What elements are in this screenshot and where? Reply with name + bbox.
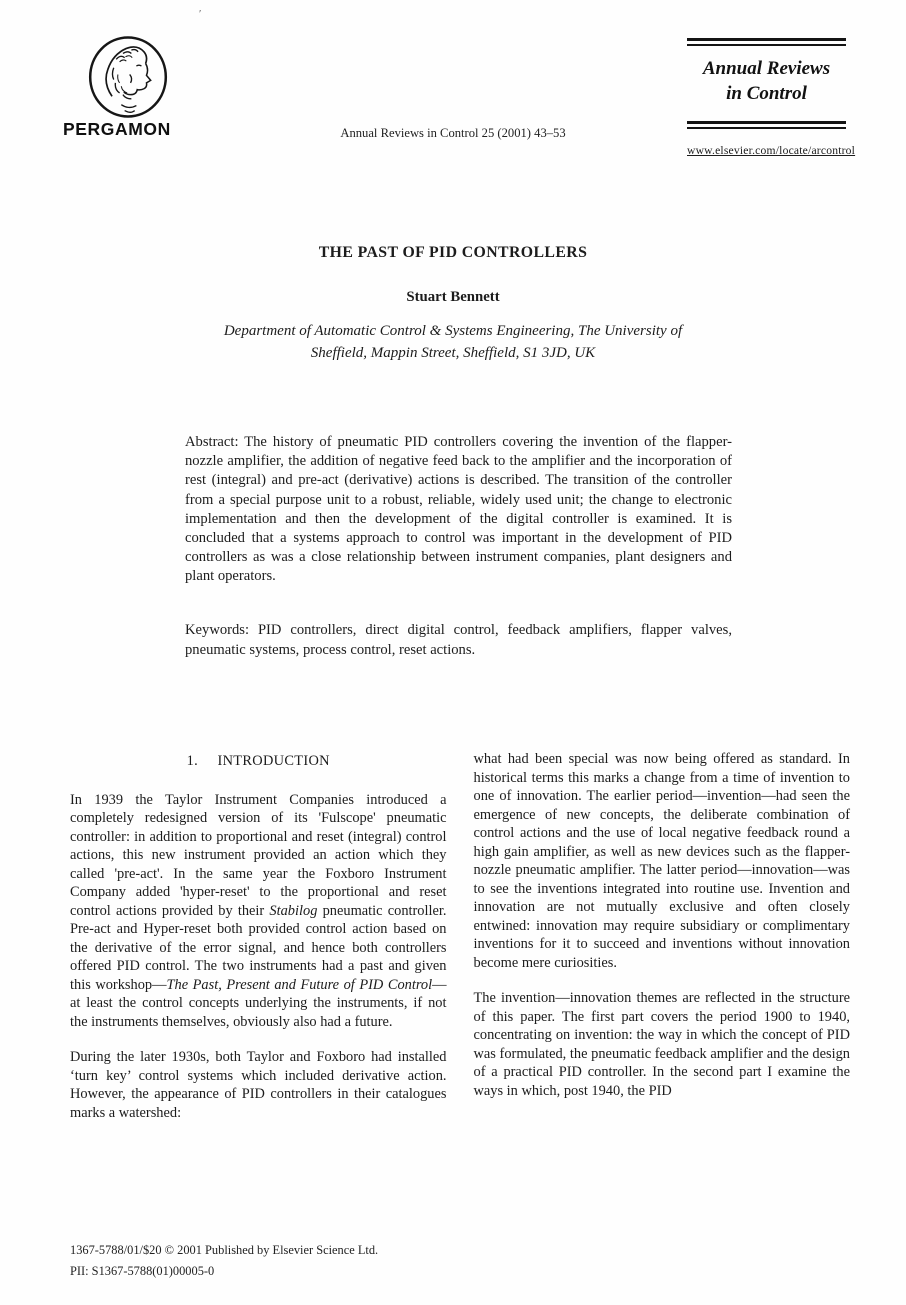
abstract-paragraph: Abstract: The history of pneumatic PID controllers covering the invention of the flapper-nozzle amplifier, the addition of negative feed back to the amplifier and the incorporation of rest (integral) and pre-act (derivative) actions is described. The transition of the controller from a special purpose unit to a robust, reliable, widely used unit; the change to electronic implementation and then the development of the digital controller is examined. It is concluded that a systems approach to control was important in the development of PID controllers as was a close relationship between instrument companies, plant designers and plant operators.	[185, 434, 732, 585]
left-column-paragraph-2: During the later 1930s, both Taylor and Foxboro had installed ‘turn key’ control systems which included derivative action. However, the appearance of PID controllers in their catalogues marks a watershed:	[70, 1049, 447, 1121]
keywords-paragraph: Keywords: PID controllers, direct digital control, feedback amplifiers, flapper valves, pneumatic systems, process control, reset actions.	[185, 622, 732, 658]
pii-line: PII: S1367-5788(01)00005-0	[70, 1264, 215, 1278]
double-rule-top	[687, 38, 846, 46]
issn-copyright-line: 1367-5788/01/$20 © 2001 Published by Elsevier Science Ltd.	[70, 1243, 379, 1257]
double-rule-bottom	[687, 121, 846, 129]
right-column	[474, 750, 851, 1139]
author-name: Stuart Bennett	[406, 289, 500, 305]
journal-name: Annual Reviews in Control	[702, 57, 831, 104]
right-column-paragraph-2: The invention—innovation themes are reflected in the structure of this paper. The first part covers the period 1900 to 1940, concentrating on invention: the way in which the concept of PID was formulated, the pneumatic feedback amplifier and the design of a practical PID controller. In the second part I examine the ways in which, post 1940, the PID	[473, 990, 850, 1099]
athena-head-icon	[86, 34, 170, 120]
right-column-paragraph-1: what had been special was now being offered as standard. In historical terms this marks a change from a time of invention to one of innovation. The earlier period—invention—had seen the emergence of new concepts, the deliberate combination of control actions and the use of local negative feedback round a high gain amplifier, as well as new devices such as the flapper-nozzle pneumatic amplifier. The latter period—innovation—was to see the inventions integrated into routine use. Invention and innovation are not mutually exclusive and often closely entwined: innovation may require subsidiary or complimentary inventions for it to succeed and inventions without innovation become mere curiosities.	[473, 751, 850, 971]
author-affiliation: Department of Automatic Control & Systems Engineering, The University of Sheffield, Mappin Street, Sheffield, S1 3JD, UK	[223, 323, 683, 361]
journal-url-link[interactable]: www.elsevier.com/locate/arcontrol	[687, 143, 856, 157]
left-column	[70, 750, 447, 1139]
body-columns	[70, 750, 850, 1139]
section-heading-introduction: 1. INTRODUCTION	[186, 753, 330, 769]
paper-title: THE PAST OF PID CONTROLLERS	[318, 244, 588, 261]
pergamon-logo	[86, 34, 170, 120]
journal-masthead	[687, 38, 856, 157]
scan-artifact: ʹ	[199, 8, 202, 20]
journal-citation: Annual Reviews in Control 25 (2001) 43–53	[340, 126, 566, 140]
left-column-paragraph-1: In 1939 the Taylor Instrument Companies introduced a completely redesigned version of its 'Fulscope' pneumatic controller: in addition to proportional and reset (integral) control actions, this new instrument provided an action which they called 'pre-act'. In the same year the Foxboro Instrument Company added 'hyper-reset' to the proportional and reset control actions provided by their Stabilog pneumatic controller. Pre-act and Hyper-reset both provided control action based on the derivative of the error signal, and hence both controllers offered PID control. The two instruments had a past and given this workshop—The Past, Present and Future of PID Control—at least the control concepts underlying the instruments, if not the instruments themselves, obviously also had a future.	[70, 791, 447, 1030]
copyright-footer	[70, 1240, 378, 1282]
publisher-name: PERGAMON	[63, 119, 171, 139]
